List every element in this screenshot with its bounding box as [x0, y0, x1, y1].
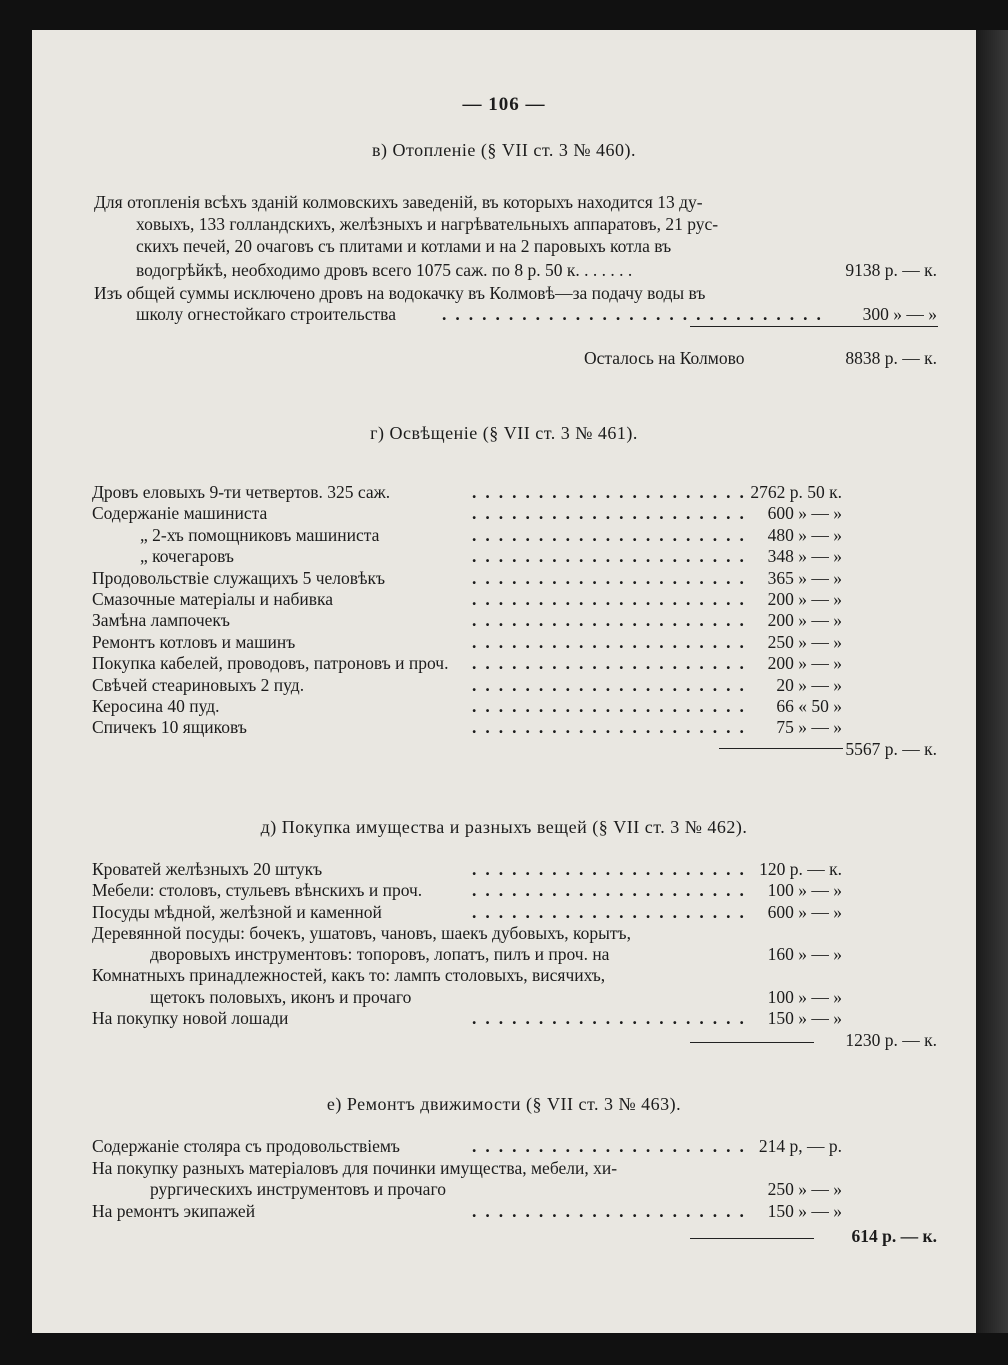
lighting-item-label: Керосина 40 пуд.	[92, 696, 220, 716]
lighting-item-amount: 348 » — »	[767, 546, 842, 566]
lighting-item-amount: 200 » — »	[767, 589, 842, 609]
lighting-item-amount: 200 » — »	[767, 610, 842, 630]
dot-leader: .....................	[472, 902, 753, 922]
subtotal-rule	[690, 326, 938, 327]
property-item-line: щетокъ половыхъ, иконъ и прочаго	[150, 987, 412, 1007]
dot-leader: .....................	[472, 589, 753, 609]
page-edge	[976, 30, 1008, 1333]
dot-leader: .....................	[472, 880, 753, 900]
property-item-amount: 600 » — »	[767, 902, 842, 922]
lighting-item-amount: 365 » — »	[767, 568, 842, 588]
heating-para-line-3: скихъ печей, 20 очаговъ съ плитами и котлами и на 2 паровыхъ котла въ	[136, 236, 672, 256]
lighting-item-label: Содержаніе машиниста	[92, 503, 268, 523]
remaining-label: Осталось на Колмово	[584, 348, 745, 368]
dot-leader: .....................	[472, 717, 753, 737]
document-page	[32, 30, 976, 1333]
section-property-heading: д) Покупка имущества и разныхъ вещей (§ VII ст. 3 № 462).	[260, 817, 748, 837]
lighting-item-label: Свѣчей стеариновыхъ 2 пуд.	[92, 675, 305, 695]
lighting-item-label: „ кочегаровъ	[140, 546, 234, 566]
lighting-item-amount: 66 « 50 »	[776, 696, 842, 716]
property-item-line: дворовыхъ инструментовъ: топоровъ, лопатъ, пилъ и проч. на	[150, 944, 610, 964]
property-item-line: Посуды мѣдной, желѣзной и каменной	[92, 902, 382, 922]
lighting-item-label: Замѣна лампочекъ	[92, 610, 230, 630]
lighting-total: 5567 р. — к.	[845, 739, 937, 759]
section-repair-heading: е) Ремонтъ движимости (§ VII ст. 3 № 463).	[326, 1094, 682, 1114]
property-item-amount: 150 » — »	[767, 1008, 842, 1028]
property-item-line: Комнатныхъ принадлежностей, какъ то: лампъ столовыхъ, висячихъ,	[92, 965, 606, 985]
dot-leader: .....................	[472, 503, 753, 523]
dot-leader: .............................	[442, 304, 830, 324]
lighting-item-label: Спичекъ 10 ящиковъ	[92, 717, 247, 737]
heating-para-line-4: водогрѣйкѣ, необходимо дровъ всего 1075 саж. по 8 р. 50 к. . . . . . .	[136, 260, 633, 280]
lighting-item-amount: 480 » — »	[767, 525, 842, 545]
lighting-item-label: Ремонтъ котловъ и машинъ	[92, 632, 296, 652]
excluded-para-line-2: школу огнестойкаго строительства	[136, 304, 396, 324]
lighting-item-amount: 250 » — »	[767, 632, 842, 652]
repair-item-line: На ремонтъ экипажей	[92, 1201, 256, 1221]
section-lighting-heading: г) Освѣщеніе (§ VII ст. 3 № 461).	[370, 423, 638, 443]
heating-para-line-2: ховыхъ, 133 голландскихъ, желѣзныхъ и нагрѣвательныхъ аппаратовъ, 21 рус-	[136, 214, 719, 234]
property-item-amount: 100 » — »	[767, 880, 842, 900]
dot-leader: .....................	[472, 653, 753, 673]
heating-para-line-1: Для отопленія всѣхъ зданій колмовскихъ заведеній, въ которыхъ находится 13 ду-	[94, 192, 703, 212]
dot-leader: .....................	[472, 1201, 753, 1221]
lighting-item-label: Дровъ еловыхъ 9-ти четвертов. 325 саж.	[92, 482, 391, 502]
repair-item-line: рургическихъ инструментовъ и прочаго	[150, 1179, 446, 1199]
repair-item-line: На покупку разныхъ матеріаловъ для починки имущества, мебели, хи-	[92, 1158, 618, 1178]
lighting-item-label: „ 2-хъ помощниковъ машиниста	[140, 525, 380, 545]
dot-leader: .....................	[472, 610, 753, 630]
property-item-amount: 160 » — »	[767, 944, 842, 964]
lighting-item-amount: 600 » — »	[767, 503, 842, 523]
lighting-item-label: Покупка кабелей, проводовъ, патроновъ и проч.	[92, 653, 449, 673]
dot-leader: .....................	[472, 1008, 753, 1028]
remaining-amount: 8838 р. — к.	[845, 348, 937, 368]
repair-item-line: Содержаніе столяра съ продовольствіемъ	[92, 1136, 400, 1156]
dot-leader: .....................	[472, 546, 753, 566]
dot-leader: .....................	[472, 525, 753, 545]
lighting-item-amount: 200 » — »	[767, 653, 842, 673]
repair-item-amount: 214 р, — р.	[758, 1136, 842, 1156]
lighting-item-label: Продовольствіе служащихъ 5 человѣкъ	[92, 568, 386, 588]
dot-leader: .....................	[472, 482, 753, 502]
dot-leader: .....................	[472, 675, 753, 695]
property-item-amount: 120 р. — к.	[759, 859, 842, 879]
repair-item-amount: 250 » — »	[767, 1179, 842, 1199]
lighting-item-amount: 20 » — »	[776, 675, 842, 695]
repair-item-amount: 150 » — »	[767, 1201, 842, 1221]
dot-leader: .....................	[472, 859, 753, 879]
excluded-amount: 300 » — »	[862, 304, 937, 324]
property-item-line: На покупку новой лошади	[92, 1008, 289, 1028]
dot-leader: .....................	[472, 696, 753, 716]
property-item-line: Мебели: столовъ, стульевъ вѣнскихъ и проч.	[92, 880, 423, 900]
heating-amount: 9138 р. — к.	[845, 260, 937, 280]
page-number: — 106 —	[462, 94, 546, 115]
lighting-item-amount: 2762 р. 50 к.	[750, 482, 842, 502]
property-total: 1230 р. — к.	[845, 1030, 937, 1050]
property-item-line: Кроватей желѣзныхъ 20 штукъ	[92, 859, 323, 879]
dot-leader: .....................	[472, 632, 753, 652]
dot-leader: .....................	[472, 1136, 753, 1156]
property-total-rule	[690, 1042, 814, 1043]
dot-leader: .....................	[472, 568, 753, 588]
excluded-para-line-1: Изъ общей суммы исключено дровъ на водокачку въ Колмовѣ—за подачу воды въ	[94, 283, 706, 303]
property-item-amount: 100 » — »	[767, 987, 842, 1007]
property-item-line: Деревянной посуды: бочекъ, ушатовъ, чановъ, шаекъ дубовыхъ, корытъ,	[92, 923, 631, 943]
lighting-item-label: Смазочные матеріалы и набивка	[92, 589, 334, 609]
lighting-item-amount: 75 » — »	[776, 717, 842, 737]
repair-total-rule	[690, 1238, 814, 1239]
repair-total: 614 р. — к.	[851, 1226, 937, 1246]
section-heating-heading: в) Отопленіе (§ VII ст. 3 № 460).	[372, 140, 636, 160]
